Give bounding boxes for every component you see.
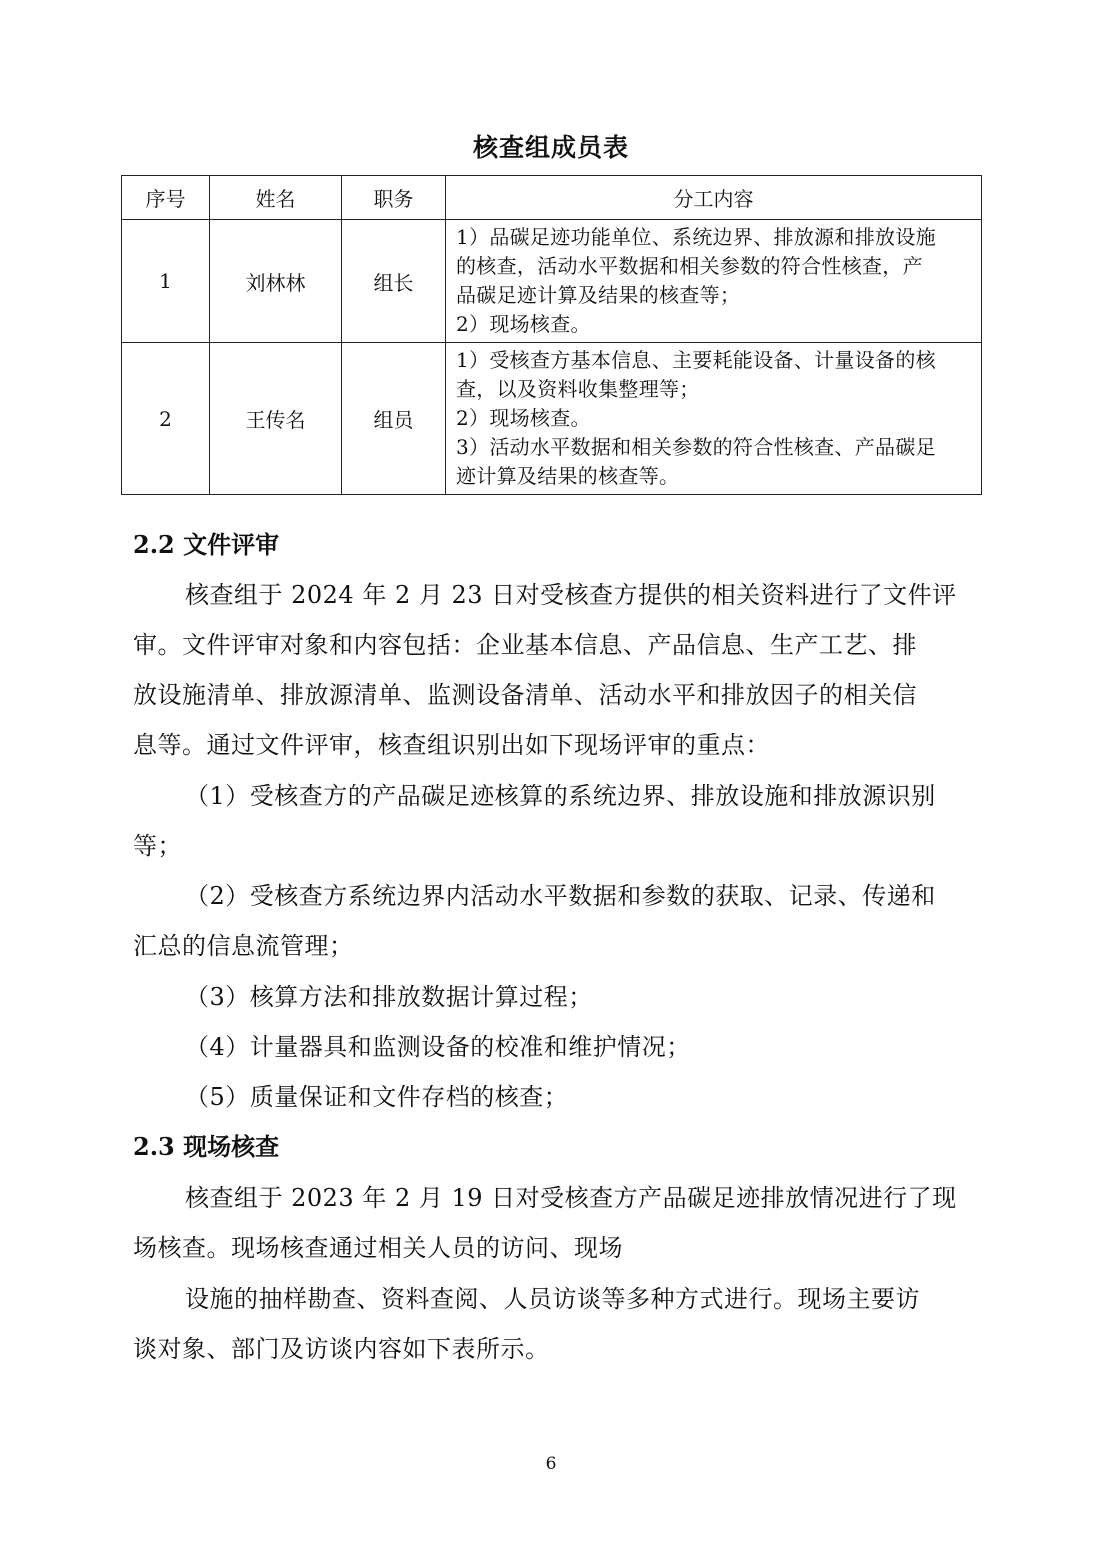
section-heading-2-3: 2.3 现场核查 [133, 1132, 280, 1161]
cell-name: 刘林林 [210, 220, 342, 343]
paragraph-line: 设施的抽样勘查、资料查阅、人员访谈等多种方式进行。现场主要访 [185, 1285, 920, 1313]
paragraph-line: 核查组于 2024 年 2 月 23 日对受核查方提供的相关资料进行了文件评 [185, 581, 957, 609]
paragraph-line: 放设施清单、排放源清单、监测设备清单、活动水平和排放因子的相关信 [133, 681, 917, 709]
section-heading-2-2: 2.2 文件评审 [133, 530, 280, 559]
header-no: 序号 [122, 176, 210, 220]
table-row [122, 343, 982, 495]
paragraph-line: 场核查。现场核查通过相关人员的访问、现场 [133, 1234, 623, 1262]
duty-line: 迹计算及结果的核查等。 [456, 464, 680, 488]
cell-no: 2 [122, 343, 210, 495]
page-number: 6 [545, 1454, 557, 1474]
table-title: 核查组成员表 [472, 133, 629, 162]
cell-no: 1 [122, 220, 210, 343]
cell-role: 组员 [342, 343, 446, 495]
duty-line: 2）现场核查。 [456, 406, 591, 430]
members-table [121, 175, 982, 495]
duty-line: 1）品碳足迹功能单位、系统边界、排放源和排放设施 [456, 225, 936, 249]
list-item-line: （3）核算方法和排放数据计算过程； [185, 983, 593, 1011]
header-name: 姓名 [210, 176, 342, 220]
duty-line: 查，以及资料收集整理等； [456, 377, 700, 401]
duty-line: 的核查，活动水平数据和相关参数的符合性核查，产 [456, 254, 923, 278]
list-item-line: （5）质量保证和文件存档的核查； [185, 1083, 569, 1111]
paragraph-line: 息等。通过文件评审，核查组识别出如下现场评审的重点： [133, 731, 770, 759]
cell-name: 王传名 [210, 343, 342, 495]
header-duties: 分工内容 [446, 176, 982, 220]
cell-role: 组长 [342, 220, 446, 343]
list-item-line: （1）受核查方的产品碳足迹核算的系统边界、排放设施和排放源识别 [185, 782, 936, 810]
header-role: 职务 [342, 176, 446, 220]
paragraph-line: 核查组于 2023 年 2 月 19 日对受核查方产品碳足迹排放情况进行了现 [185, 1184, 957, 1212]
list-item-line: （2）受核查方系统边界内活动水平数据和参数的获取、记录、传递和 [185, 882, 936, 910]
cell-duties [446, 220, 982, 343]
paragraph-line: 审。文件评审对象和内容包括：企业基本信息、产品信息、生产工艺、排 [133, 631, 917, 659]
list-item-line: 汇总的信息流管理； [133, 932, 354, 960]
list-item-line: 等； [133, 832, 182, 860]
paragraph-line: 谈对象、部门及访谈内容如下表所示。 [133, 1335, 550, 1363]
duty-line: 3）活动水平数据和相关参数的符合性核查、产品碳足 [456, 435, 936, 459]
list-item-line: （4）计量器具和监测设备的校准和维护情况； [185, 1033, 691, 1061]
duty-line: 2）现场核查。 [456, 312, 591, 336]
table-header-row [122, 176, 982, 220]
duty-line: 1）受核查方基本信息、主要耗能设备、计量设备的核 [456, 348, 936, 372]
cell-duties [446, 343, 982, 495]
table-row [122, 220, 982, 343]
duty-line: 品碳足迹计算及结果的核查等； [456, 283, 741, 307]
